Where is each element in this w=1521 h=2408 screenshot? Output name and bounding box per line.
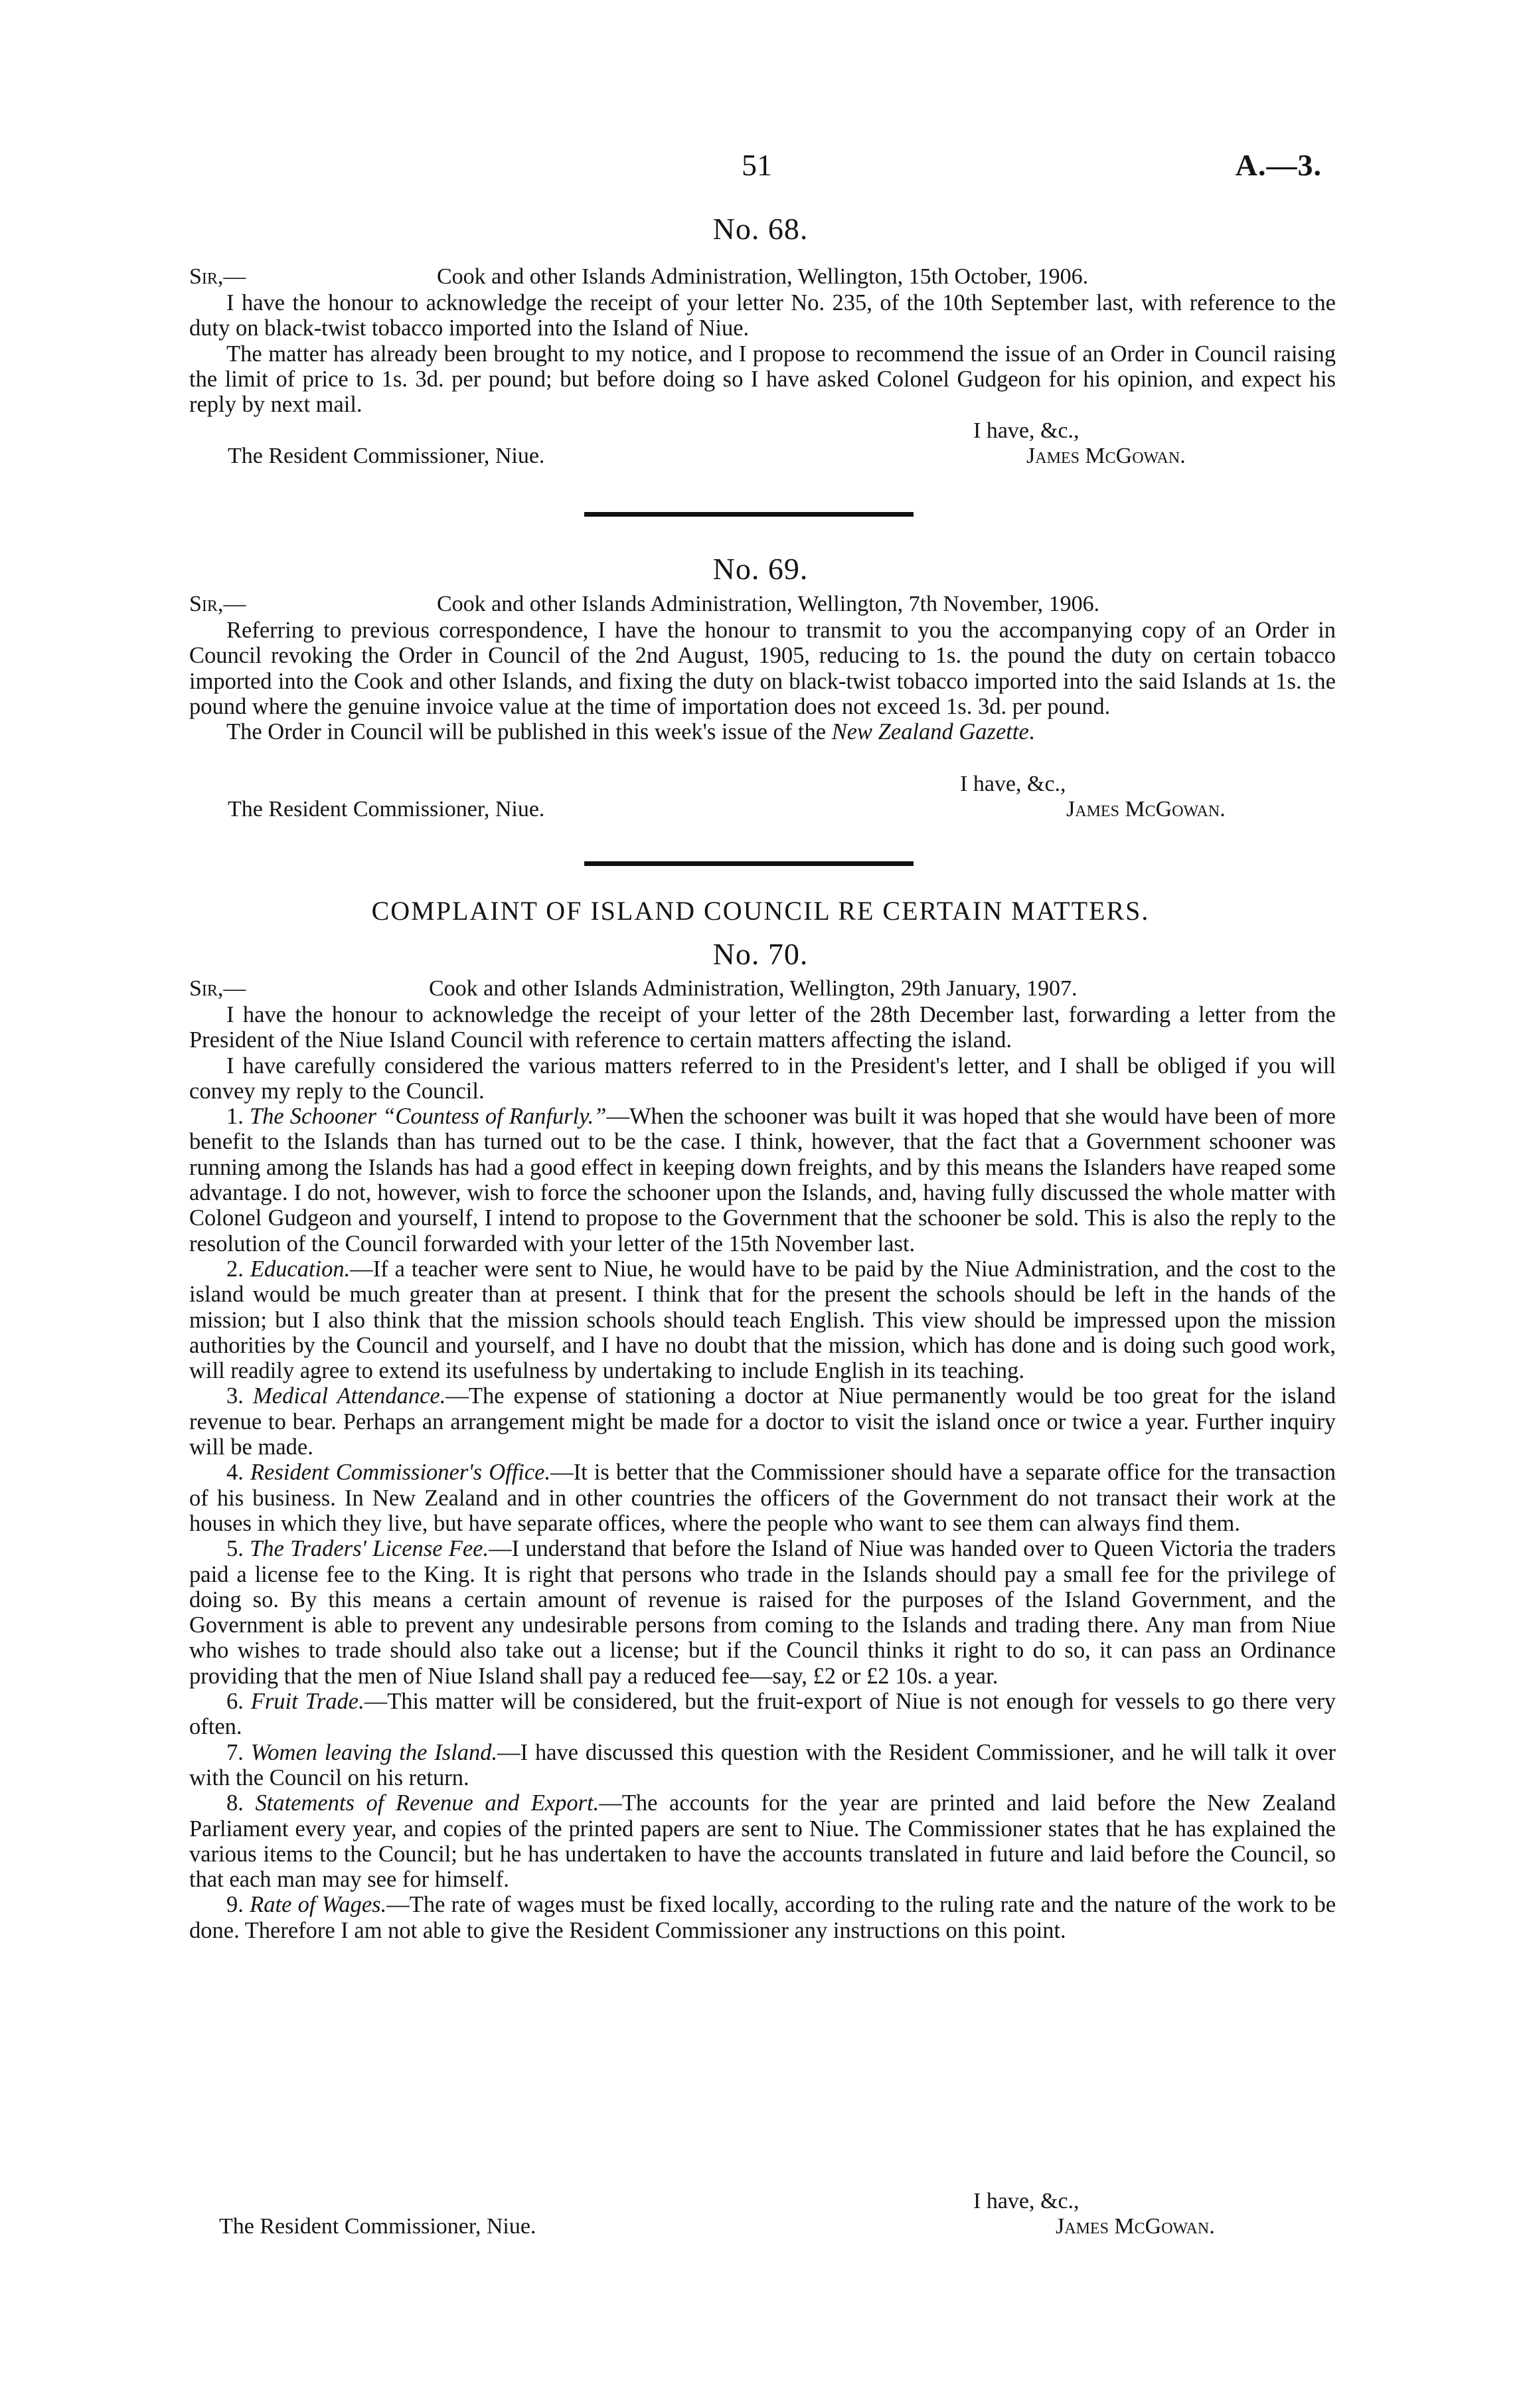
list-item — [189, 1383, 1336, 1460]
item-title: Women leaving the Island. — [250, 1739, 498, 1765]
item-number: 5. — [226, 1536, 244, 1562]
list-item — [189, 1104, 1336, 1256]
letter-68-salutation: Sir,— — [189, 264, 246, 289]
letter-70-dateline: Cook and other Islands Administration, Wellington, 29th January, 1907. — [429, 976, 1078, 1001]
item-text: —I have discussed this question with the Resident Commissioner, and he will talk it over with the Council on his return. — [189, 1739, 1336, 1790]
letter-68-closing: I have, &c., — [973, 418, 1080, 443]
item-title: The Traders' License Fee. — [250, 1536, 489, 1562]
item-number: 1. — [226, 1104, 244, 1130]
item-title: Rate of Wages. — [250, 1892, 387, 1918]
letter-69-gazette-paragraph — [189, 719, 1336, 744]
letter-70-signature: James McGowan. — [1056, 2214, 1215, 2239]
list-item — [189, 1256, 1336, 1383]
document-reference: A.—3. — [1235, 148, 1322, 182]
letter-68-dateline: Cook and other Islands Administration, Wellington, 15th October, 1906. — [437, 264, 1089, 289]
item-number: 2. — [226, 1256, 244, 1282]
letter-68-signature: James McGowan. — [1026, 444, 1186, 468]
letter-69-signature: James McGowan. — [1066, 797, 1226, 821]
list-item — [189, 1689, 1336, 1740]
letter-68-paragraph: I have the honour to acknowledge the receipt of your letter No. 235, of the 10th September last, with reference to the duty on black-twist tobacco imported into the Island of Niue. — [189, 290, 1336, 341]
list-item — [189, 1536, 1336, 1689]
letter-69-salutation: Sir,— — [189, 592, 246, 616]
letter-69-addressee: The Resident Commissioner, Niue. — [228, 797, 545, 821]
item-text: —When the schooner was built it was hoped that she would have been of more benefit to the Islands than has turned out to be the case. I think, however, that the fact that a Government schooner was running among the Islands has had a good effect in keeping down freights, and by this means the Islanders have reaped some advantage. I do not, however, wish to force the schooner upon the Islands, and, having fully discussed the whole matter with Colonel Gudgeon and yourself, I intend to propose to the Government that the schooner be sold. This is also the reply to the resolution of the Council forwarded with your letter of the 15th November last. — [189, 1104, 1336, 1256]
item-text: —It is better that the Commissioner should have a separate office for the transaction of his business. In New Zealand and in other countries the officers of the Government do not transact their work at the houses in which they live, but have separate offices, where the people who want to see them can always find them. — [189, 1460, 1336, 1536]
letter-70-number: No. 70. — [712, 937, 809, 971]
item-text: —If a teacher were sent to Niue, he would have to be paid by the Niue Administration, and the cost to the island would be much greater than at present. I think that for the present the schools should be left in the hands of the mission; but I also think that the mission schools should teach English. This view should be impressed upon the mission authorities by the Council and yourself, and I have no doubt that the mission, which has done and is doing such good work, will readily agree to extend its usefulness by undertaking to include English in its teaching. — [189, 1256, 1336, 1384]
letter-69-closing: I have, &c., — [960, 772, 1066, 796]
item-number: 8. — [226, 1790, 244, 1816]
item-text: —The rate of wages must be fixed locally, according to the ruling rate and the nature of the work to be done. Therefore I am not able to give the Resident Commissioner any instructions on this point. — [189, 1892, 1336, 1943]
section-divider — [584, 512, 914, 517]
page-number: 51 — [742, 148, 772, 182]
item-title: Education. — [250, 1256, 351, 1282]
letter-68-body — [189, 290, 1336, 417]
letter-69-paragraph: Referring to previous correspondence, I have the honour to transmit to you the accompanying copy of an Order in Council revoking the Order in Council of the 2nd August, 1905, reducing to 1s. the pound the duty on certain tobacco imported into the Cook and other Islands, and fixing the duty on black-twist tobacco imported into the said Islands at 1s. the pound where the genuine invoice value at the time of importation does not exceed 1s. 3d. per pound. — [189, 618, 1336, 719]
letter-70-intro: I have carefully considered the various matters referred to in the President's letter, and I shall be obliged if you will convey my reply to the Council. — [189, 1053, 1336, 1104]
item-text: —The accounts for the year are printed and laid before the New Zealand Parliament every year, and copies of the printed papers are sent to Niue. The Commissioner states that he has explained the various items to the Council; but he has undertaken to have the accounts translated in future and laid before the Council, so that each man may see for himself. — [189, 1790, 1336, 1893]
item-title: Medical Attendance. — [253, 1383, 446, 1409]
list-item — [189, 1740, 1336, 1791]
item-text: —The expense of stationing a doctor at Niue permanently would be too great for the island revenue to bear. Perhaps an arrangement might be made for a doctor to visit the island once or twice a year. Further inquiry will be made. — [189, 1383, 1336, 1460]
section-title: COMPLAINT OF ISLAND COUNCIL RE CERTAIN MATTERS. — [371, 896, 1150, 926]
list-item — [189, 1892, 1336, 1943]
letter-68-number: No. 68. — [712, 212, 809, 246]
item-title: Fruit Trade. — [250, 1689, 364, 1715]
letter-70-closing: I have, &c., — [973, 2189, 1080, 2213]
item-text: —I understand that before the Island of Niue was handed over to Queen Victoria the traders paid a license fee to the King. It is right that persons who trade in the Islands should pay a small fee for the privilege of doing so. By this means a certain amount of revenue is raised for the purposes of the Island Government, and the Government is able to prevent any undesirable persons from coming to the Islands and trading there. Any man from Niue who wishes to trade should also take out a license; but if the Council thinks it right to do so, it can pass an Ordinance providing that the men of Niue Island shall pay a reduced fee—say, £2 or £2 10s. a year. — [189, 1536, 1336, 1689]
letter-68-addressee: The Resident Commissioner, Niue. — [228, 444, 545, 468]
item-title: Statements of Revenue and Export. — [255, 1790, 600, 1816]
letter-68-paragraph: The matter has already been brought to my notice, and I propose to recommend the issue of an Order in Council raising the limit of price to 1s. 3d. per pound; but before doing so I have asked Colonel Gudgeon for his opinion, and expect his reply by next mail. — [189, 341, 1336, 418]
item-number: 4. — [226, 1460, 244, 1486]
item-number: 3. — [226, 1383, 244, 1409]
item-title: Resident Commissioner's Office. — [250, 1460, 551, 1486]
item-number: 6. — [226, 1689, 244, 1715]
letter-69-dateline: Cook and other Islands Administration, Wellington, 7th November, 1906. — [437, 592, 1100, 616]
list-item — [189, 1790, 1336, 1892]
item-title: The Schooner “Countess of Ranfurly.” — [249, 1104, 607, 1130]
list-item — [189, 1460, 1336, 1536]
gazette-title: New Zealand Gazette — [831, 719, 1029, 745]
letter-70-addressee: The Resident Commissioner, Niue. — [219, 2214, 536, 2239]
item-text: —This matter will be considered, but the fruit-export of Niue is not enough for vessels to go there very often. — [189, 1689, 1336, 1740]
letter-70-body — [189, 1002, 1336, 1943]
letter-69-number: No. 69. — [712, 552, 809, 586]
letter-70-salutation: Sir,— — [189, 976, 246, 1001]
gazette-text: The Order in Council will be published in this week's issue of the — [226, 719, 832, 745]
gazette-end: . — [1028, 719, 1035, 745]
item-number: 9. — [226, 1892, 244, 1918]
letter-69-body — [189, 618, 1336, 744]
letter-70-intro: I have the honour to acknowledge the receipt of your letter of the 28th December last, forwarding a letter from the President of the Niue Island Council with reference to certain matters affecting the island. — [189, 1002, 1336, 1053]
item-number: 7. — [226, 1739, 244, 1765]
section-divider — [584, 861, 914, 866]
